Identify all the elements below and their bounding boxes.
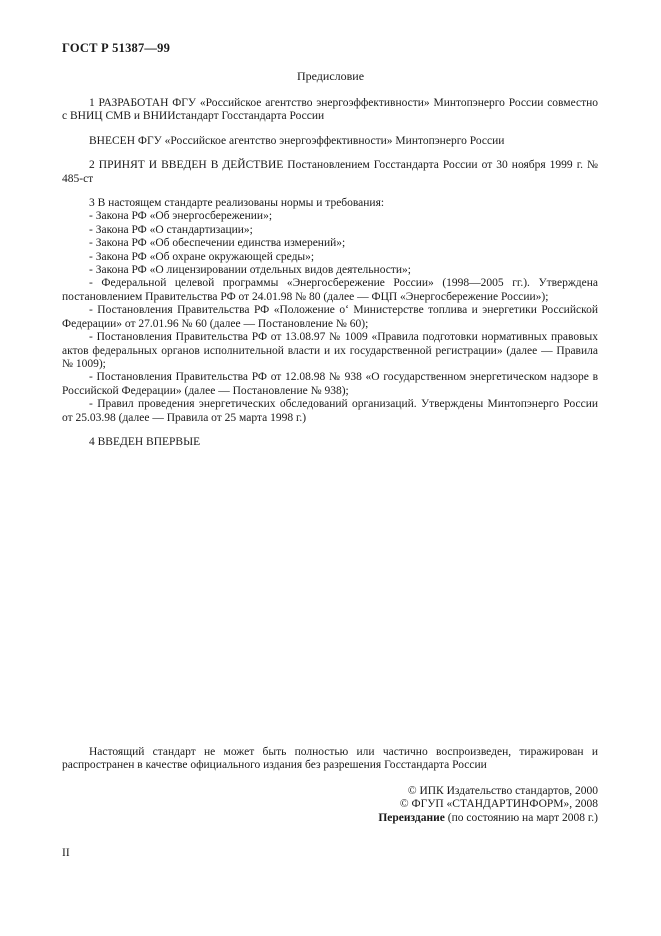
copyright-notice: Настоящий стандарт не может быть полностью или частично воспроизведен, тиражирован и распространен в качестве официального издания без разрешения Госстандарта России bbox=[62, 746, 598, 772]
list-item: - Постановления Правительства РФ от 12.08.98 № 938 «О государственном энергетическом надзоре в Российской Федерации» (далее — Постановление № 938); bbox=[62, 371, 598, 397]
section-1: 1 РАЗРАБОТАН ФГУ «Российское агентство энергоэффективности» Минтопэнерго России совместно с ВНИЦ СМВ и ВНИИстандарт Госстандарта России bbox=[62, 97, 598, 123]
page-title: Предисловие bbox=[296, 69, 365, 83]
list-item: - Закона РФ «Об охране окружающей среды»; bbox=[89, 250, 315, 263]
page-number: II bbox=[62, 847, 70, 859]
reissue-line bbox=[378, 812, 598, 825]
list-item: - Постановления Правительства РФ «Положение о‘ Министерстве топлива и энергетики Российской Федерации» от 27.01.96 № 60 (далее — Постановление № 60); bbox=[62, 304, 598, 330]
section-4: 4 ВВЕДЕН ВПЕРВЫЕ bbox=[89, 435, 201, 448]
doc-code: ГОСТ Р 51387—99 bbox=[62, 41, 171, 55]
foreword-body bbox=[62, 97, 598, 449]
list-item: - Закона РФ «О лицензировании отдельных видов деятельности»; bbox=[89, 264, 411, 277]
section-vnesen: ВНЕСЕН ФГУ «Российское агентство энергоэффективности» Минтопэнерго России bbox=[89, 134, 505, 147]
list-item: - Постановления Правительства РФ от 13.08.97 № 1009 «Правила подготовки нормативных правовых актов федеральных органов исполнительной власти и их государственной регистрации» (далее — Правила № 1009); bbox=[62, 331, 598, 370]
section-2: 2 ПРИНЯТ И ВВЕДЕН В ДЕЙСТВИЕ Постановлением Госстандарта России от 30 ноября 1999 г. № 485-ст bbox=[62, 159, 598, 185]
list-item: - Закона РФ «О стандартизации»; bbox=[89, 223, 253, 236]
copyright-line-2: © ФГУП «СТАНДАРТИНФОРМ», 2008 bbox=[399, 798, 598, 811]
reissue-label: Переиздание bbox=[378, 811, 445, 824]
reissue-date: (по состоянию на март 2008 г.) bbox=[444, 811, 598, 824]
list-item: - Закона РФ «Об энергосбережении»; bbox=[89, 210, 273, 223]
section-3-intro: 3 В настоящем стандарте реализованы нормы и требования: bbox=[89, 197, 385, 210]
copyright-block bbox=[378, 785, 598, 825]
list-item: - Закона РФ «Об обеспечении единства измерений»; bbox=[89, 237, 346, 250]
list-item: - Правил проведения энергетических обследований организаций. Утверждены Минтопэнерго России от 25.03.98 (далее — Правила от 25 марта 1998 г.) bbox=[62, 398, 598, 424]
copyright-line-1: © ИПК Издательство стандартов, 2000 bbox=[407, 785, 598, 797]
list-item: - Федеральной целевой программы «Энергосбережение России» (1998—2005 гг.). Утверждена постановлением Правительства РФ от 24.01.98 № 80 (далее — ФЦП «Энергосбережение России»); bbox=[62, 277, 598, 303]
